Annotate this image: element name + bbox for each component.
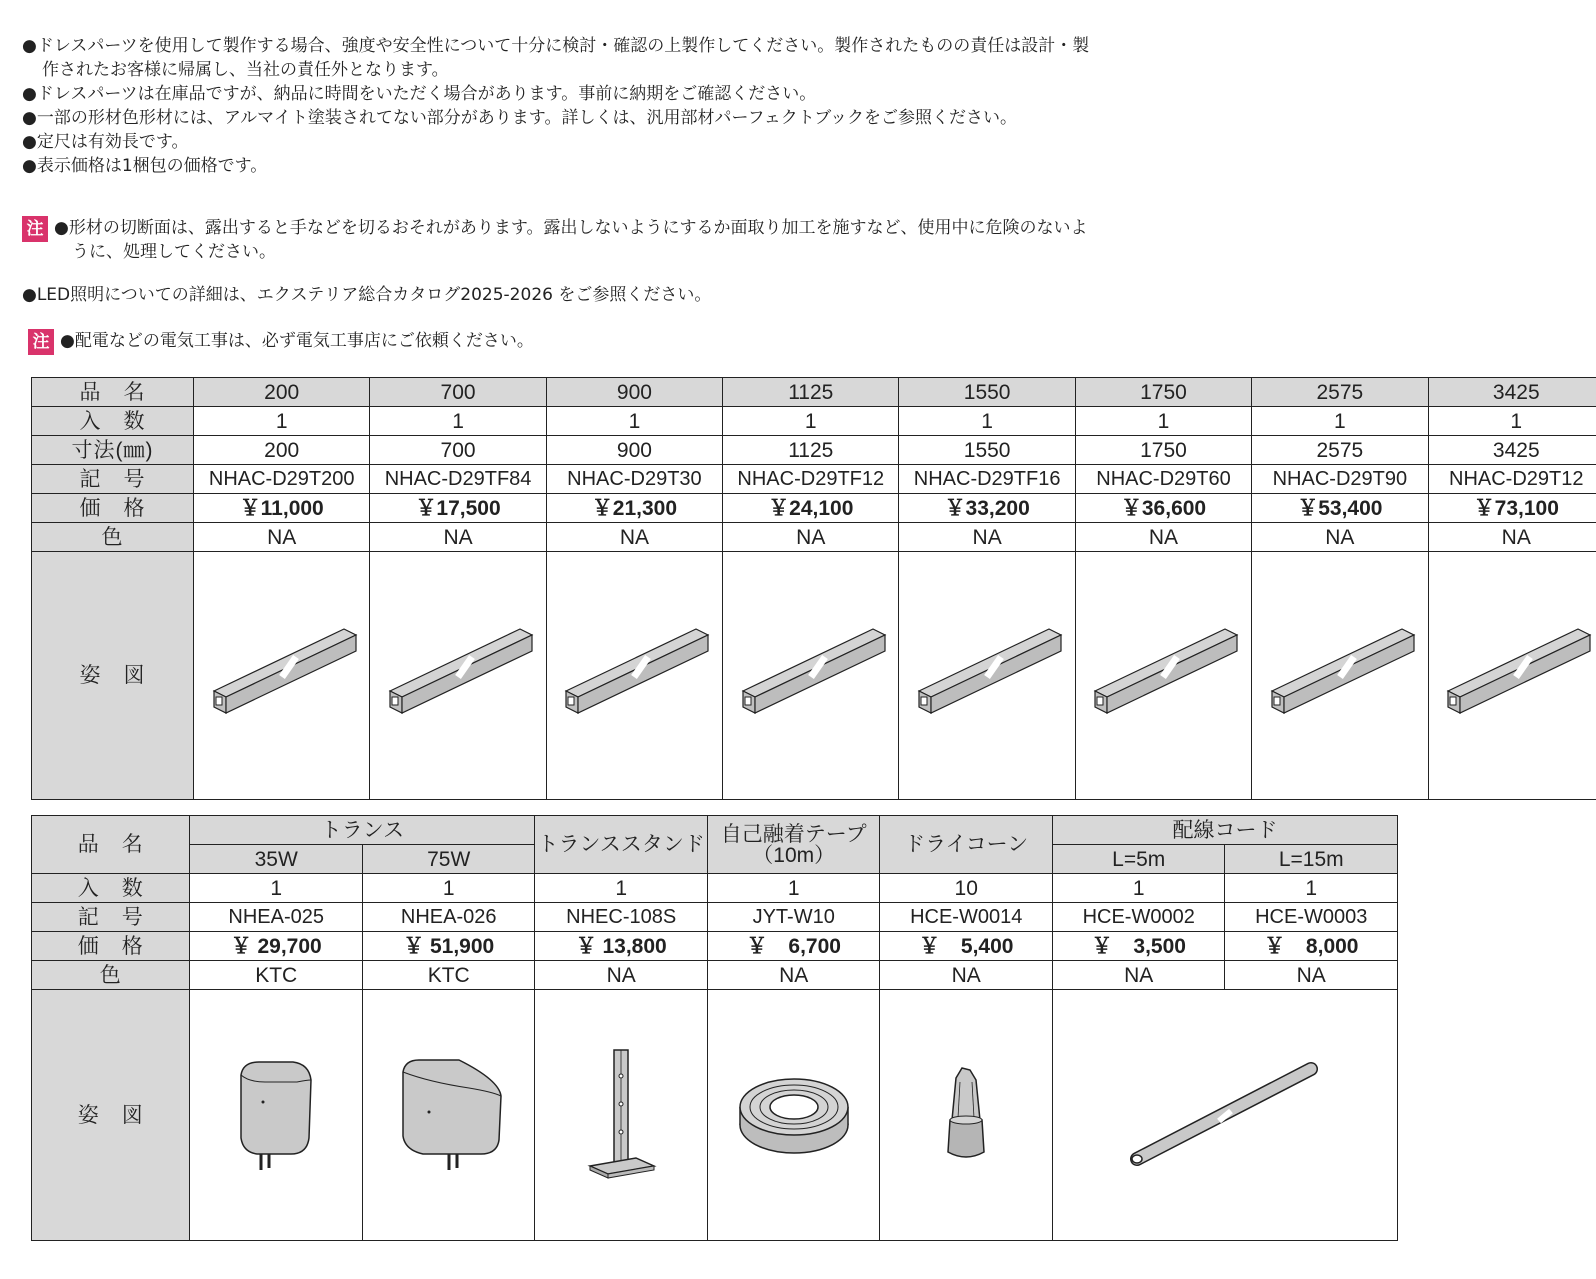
label-price: 価 格 bbox=[32, 932, 190, 961]
cell-color: NA bbox=[1075, 523, 1251, 552]
cell-price: ￥ 3,500 bbox=[1052, 932, 1225, 961]
note-line: ●表示価格は1梱包の価格です。 bbox=[22, 156, 268, 176]
cell-code: NHEA-026 bbox=[362, 903, 535, 932]
note-line: 作されたお客様に帰属し、当社の責任外となります。 bbox=[42, 60, 449, 80]
led-bar-figure bbox=[1428, 552, 1596, 800]
tape-name: 自己融着テープ bbox=[720, 822, 867, 846]
accessory-table bbox=[31, 815, 1398, 1241]
cell-name: 900 bbox=[546, 378, 722, 407]
group-stand: トランススタンド bbox=[535, 816, 708, 874]
tape-length: （10m） bbox=[752, 843, 836, 867]
cell-qty: 10 bbox=[880, 874, 1053, 903]
cell-price: ￥53,400 bbox=[1252, 494, 1428, 523]
cell-qty: 1 bbox=[362, 874, 535, 903]
led-bar-figure bbox=[899, 552, 1075, 800]
cell-price: ￥ 8,000 bbox=[1225, 932, 1398, 961]
transformer-75w-figure bbox=[362, 990, 535, 1241]
group-tape bbox=[707, 816, 880, 874]
transformer-stand-figure bbox=[535, 990, 708, 1241]
cell-price: ￥36,600 bbox=[1075, 494, 1251, 523]
cell-price: ￥ 6,700 bbox=[707, 932, 880, 961]
cell-qty: 1 bbox=[546, 407, 722, 436]
cell-size: 3425 bbox=[1428, 436, 1596, 465]
cell-price: ￥21,300 bbox=[546, 494, 722, 523]
cell-qty: 1 bbox=[899, 407, 1075, 436]
caution-cut bbox=[22, 216, 1087, 264]
cell-name: 700 bbox=[370, 378, 546, 407]
cell-qty: 1 bbox=[723, 407, 899, 436]
sub-l5: L=5m bbox=[1052, 845, 1225, 874]
cell-code: NHAC-D29T30 bbox=[546, 465, 722, 494]
led-bar-figure bbox=[370, 552, 546, 800]
row-figure bbox=[32, 990, 1398, 1241]
cell-price: ￥11,000 bbox=[194, 494, 370, 523]
row-qty bbox=[32, 407, 1596, 436]
label-figure: 姿 図 bbox=[32, 552, 194, 800]
sub-35w: 35W bbox=[190, 845, 363, 874]
cell-code: HCE-W0003 bbox=[1225, 903, 1398, 932]
tape-roll-figure bbox=[707, 990, 880, 1241]
cell-size: 1750 bbox=[1075, 436, 1251, 465]
cell-code: NHAC-D29TF16 bbox=[899, 465, 1075, 494]
cell-size: 700 bbox=[370, 436, 546, 465]
row-name bbox=[32, 816, 1398, 845]
led-bar-figure bbox=[723, 552, 899, 800]
cell-code: JYT-W10 bbox=[707, 903, 880, 932]
led-bar-table bbox=[31, 377, 1596, 800]
cell-code: NHAC-D29TF12 bbox=[723, 465, 899, 494]
led-bar-figure bbox=[546, 552, 722, 800]
row-price bbox=[32, 494, 1596, 523]
led-note bbox=[22, 283, 711, 307]
row-color bbox=[32, 523, 1596, 552]
row-color bbox=[32, 961, 1398, 990]
cell-size: 1125 bbox=[723, 436, 899, 465]
note-line: ●ドレスパーツは在庫品ですが、納品に時間をいただく場合があります。事前に納期をご確認ください。 bbox=[22, 84, 817, 104]
group-cord: 配線コード bbox=[1052, 816, 1397, 845]
label-code: 記 号 bbox=[32, 903, 190, 932]
cell-qty: 1 bbox=[190, 874, 363, 903]
row-name bbox=[32, 378, 1596, 407]
cell-code: NHEA-025 bbox=[190, 903, 363, 932]
cell-color: NA bbox=[723, 523, 899, 552]
cell-price: ￥ 5,400 bbox=[880, 932, 1053, 961]
cell-color: NA bbox=[880, 961, 1053, 990]
cell-price: ￥ 13,800 bbox=[535, 932, 708, 961]
label-name: 品 名 bbox=[32, 378, 194, 407]
led-note-text: ●LED照明についての詳細は、エクステリア総合カタログ2025-2026 をご参照ください。 bbox=[22, 285, 712, 305]
label-figure: 姿 図 bbox=[32, 990, 190, 1241]
led-bar-figure bbox=[1075, 552, 1251, 800]
cell-color: NA bbox=[1252, 523, 1428, 552]
wiring-cord-figure bbox=[1052, 990, 1397, 1241]
caution-mark: 注 bbox=[28, 329, 54, 355]
caution-text: ●形材の切断面は、露出すると手などを切るおそれがあります。露出しないようにするか面取り加工を施すなど、使用中に危険のないよ bbox=[54, 218, 1088, 238]
cell-name: 1750 bbox=[1075, 378, 1251, 407]
cell-qty: 1 bbox=[535, 874, 708, 903]
cell-qty: 1 bbox=[1075, 407, 1251, 436]
cell-size: 2575 bbox=[1252, 436, 1428, 465]
cell-color: NA bbox=[535, 961, 708, 990]
caution-text: ●配電などの電気工事は、必ず電気工事店にご依頼ください。 bbox=[60, 331, 534, 351]
note-line: ●定尺は有効長です。 bbox=[22, 132, 189, 152]
cell-name: 2575 bbox=[1252, 378, 1428, 407]
cell-code: HCE-W0014 bbox=[880, 903, 1053, 932]
caution-mark: 注 bbox=[22, 216, 48, 242]
cell-code: NHAC-D29T60 bbox=[1075, 465, 1251, 494]
label-qty: 入 数 bbox=[32, 874, 190, 903]
caution-electric bbox=[28, 329, 534, 355]
cell-qty: 1 bbox=[1428, 407, 1596, 436]
cell-price: ￥24,100 bbox=[723, 494, 899, 523]
note-line: ●一部の形材色形材には、アルマイト塗装されてない部分があります。詳しくは、汎用部材パーフェクトブックをご参照ください。 bbox=[22, 108, 1018, 128]
label-name: 品 名 bbox=[32, 816, 190, 874]
cell-color: KTC bbox=[190, 961, 363, 990]
label-price: 価 格 bbox=[32, 494, 194, 523]
label-color: 色 bbox=[32, 961, 190, 990]
row-price bbox=[32, 932, 1398, 961]
row-qty bbox=[32, 874, 1398, 903]
cell-color: NA bbox=[899, 523, 1075, 552]
label-size: 寸法(㎜) bbox=[32, 436, 194, 465]
cell-code: NHAC-D29TF84 bbox=[370, 465, 546, 494]
cell-size: 900 bbox=[546, 436, 722, 465]
cell-price: ￥33,200 bbox=[899, 494, 1075, 523]
label-code: 記 号 bbox=[32, 465, 194, 494]
caution-text: うに、処理してください。 bbox=[72, 242, 276, 262]
sub-l15: L=15m bbox=[1225, 845, 1398, 874]
cell-price: ￥73,100 bbox=[1428, 494, 1596, 523]
cell-color: KTC bbox=[362, 961, 535, 990]
cell-code: NHAC-D29T200 bbox=[194, 465, 370, 494]
group-trans: トランス bbox=[190, 816, 535, 845]
cell-qty: 1 bbox=[1225, 874, 1398, 903]
cell-name: 1125 bbox=[723, 378, 899, 407]
cell-size: 1550 bbox=[899, 436, 1075, 465]
row-code bbox=[32, 465, 1596, 494]
cell-name: 3425 bbox=[1428, 378, 1596, 407]
cell-code: NHAC-D29T12 bbox=[1428, 465, 1596, 494]
row-code bbox=[32, 903, 1398, 932]
cell-color: NA bbox=[707, 961, 880, 990]
transformer-35w-figure bbox=[190, 990, 363, 1241]
label-qty: 入 数 bbox=[32, 407, 194, 436]
sub-75w: 75W bbox=[362, 845, 535, 874]
cell-qty: 1 bbox=[1052, 874, 1225, 903]
cell-code: NHEC-108S bbox=[535, 903, 708, 932]
cell-color: NA bbox=[370, 523, 546, 552]
cell-qty: 1 bbox=[370, 407, 546, 436]
cell-price: ￥ 29,700 bbox=[190, 932, 363, 961]
led-bar-figure bbox=[194, 552, 370, 800]
dry-cone-figure bbox=[880, 990, 1053, 1241]
cell-qty: 1 bbox=[194, 407, 370, 436]
cell-color: NA bbox=[1052, 961, 1225, 990]
cell-name: 200 bbox=[194, 378, 370, 407]
cell-code: HCE-W0002 bbox=[1052, 903, 1225, 932]
cell-code: NHAC-D29T90 bbox=[1252, 465, 1428, 494]
row-size bbox=[32, 436, 1596, 465]
led-bar-figure bbox=[1252, 552, 1428, 800]
cell-size: 200 bbox=[194, 436, 370, 465]
note-line: ●ドレスパーツを使用して製作する場合、強度や安全性について十分に検討・確認の上製作してください。製作されたものの責任は設計・製 bbox=[22, 36, 1090, 56]
notes bbox=[22, 34, 1202, 178]
label-color: 色 bbox=[32, 523, 194, 552]
group-cone: ドライコーン bbox=[880, 816, 1053, 874]
cell-price: ￥17,500 bbox=[370, 494, 546, 523]
cell-color: NA bbox=[1225, 961, 1398, 990]
cell-color: NA bbox=[194, 523, 370, 552]
cell-qty: 1 bbox=[1252, 407, 1428, 436]
cell-qty: 1 bbox=[707, 874, 880, 903]
cell-price: ￥ 51,900 bbox=[362, 932, 535, 961]
cell-color: NA bbox=[546, 523, 722, 552]
cell-color: NA bbox=[1428, 523, 1596, 552]
row-figure bbox=[32, 552, 1596, 800]
cell-name: 1550 bbox=[899, 378, 1075, 407]
